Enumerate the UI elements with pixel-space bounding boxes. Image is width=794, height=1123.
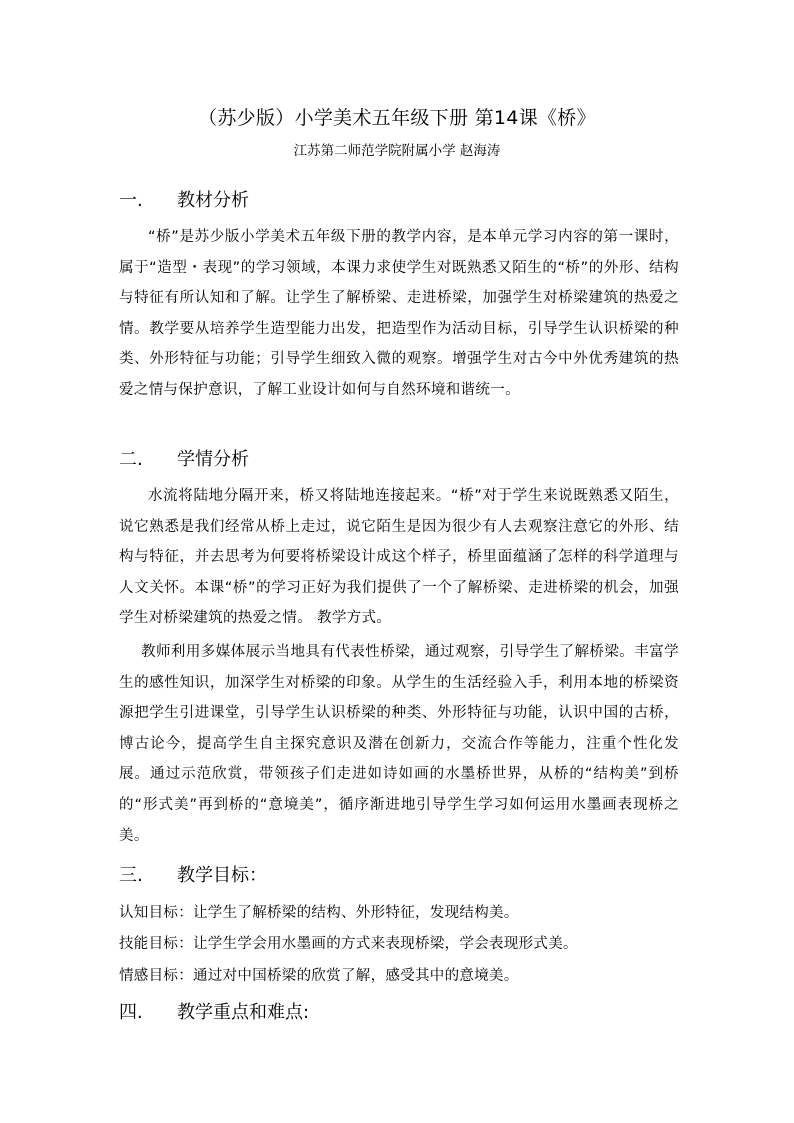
section-title: 教学目标：	[177, 865, 267, 886]
objective-emotional: 情感目标：通过对中国桥梁的欣赏了解，感受其中的意境美。	[119, 968, 519, 984]
section-heading-1	[119, 188, 249, 214]
section-number: 二.	[119, 449, 143, 470]
objective-skill: 技能目标：让学生学会用水墨画的方式来表现桥梁，学会表现形式美。	[119, 936, 578, 952]
paragraph: 水流将陆地分隔开来，桥又将陆地连接起来。“桥”对于学生来说既熟悉又陌生，说它熟悉是我们经常从桥上走过，说它陌生是因为很少有人去观察注意它的外形、结构与特征，并去思考为何要将桥梁设计成这个样子，桥里面蕴涵了怎样的科学道理与人文关怀。本课“桥”的学习正好为我们提供了一个了解桥梁、走进桥梁的机会，加强学生对桥梁建筑的热爱之情。 教学方式。	[119, 488, 679, 627]
section-title: 教材分析	[177, 190, 249, 211]
section-heading-2	[119, 447, 249, 473]
section-heading-4	[119, 1000, 309, 1026]
document-author: 江苏第二师范学院附属小学 赵海涛	[293, 143, 501, 159]
paragraph: 教师利用多媒体展示当地具有代表性桥梁，通过观察，引导学生了解桥梁。丰富学生的感性知识，加深学生对桥梁的印象。从学生的生活经验入手，利用本地的桥梁资源把学生引进课堂，引导学生认识桥梁的种类、外形特征与功能，认识中国的古桥，博古论今，提高学生自主探究意识及潜在创新力，交流合作等能力，注重个性化发展。通过示范欣赏，带领孩子们走进如诗如画的水墨桥世界，从桥的“结构美”到桥的“形式美”再到桥的“意境美”，循序渐进地引导学生学习如何运用水墨画表现桥之美。	[119, 644, 679, 844]
section-title: 学情分析	[177, 449, 249, 470]
section-number: 一.	[119, 190, 143, 211]
paragraph: “桥”是苏少版小学美术五年级下册的教学内容，是本单元学习内容的第一课时，属于“造型・表现”的学习领域，本课力求使学生对既熟悉又陌生的“桥”的外形、结构与特征有所认知和了解。让学生了解桥梁、走进桥梁，加强学生对桥梁建筑的热爱之情。教学要从培养学生造型能力出发，把造型作为活动目标，引导学生认识桥梁的种类、外形特征与功能；引导学生细致入微的观察。增强学生对古今中外优秀建筑的热爱之情与保护意识，了解工业设计如何与自然环境和谐统一。	[119, 229, 679, 398]
section-title: 教学重点和难点:	[177, 1002, 310, 1023]
section-number: 三.	[119, 865, 143, 886]
section-number: 四.	[119, 1002, 143, 1023]
objective-cognitive: 认知目标：让学生了解桥梁的结构、外形特征，发现结构美。	[119, 905, 519, 921]
document-title: （苏少版）小学美术五年级下册 第14课《桥》	[198, 107, 596, 129]
section-heading-3	[119, 863, 267, 889]
